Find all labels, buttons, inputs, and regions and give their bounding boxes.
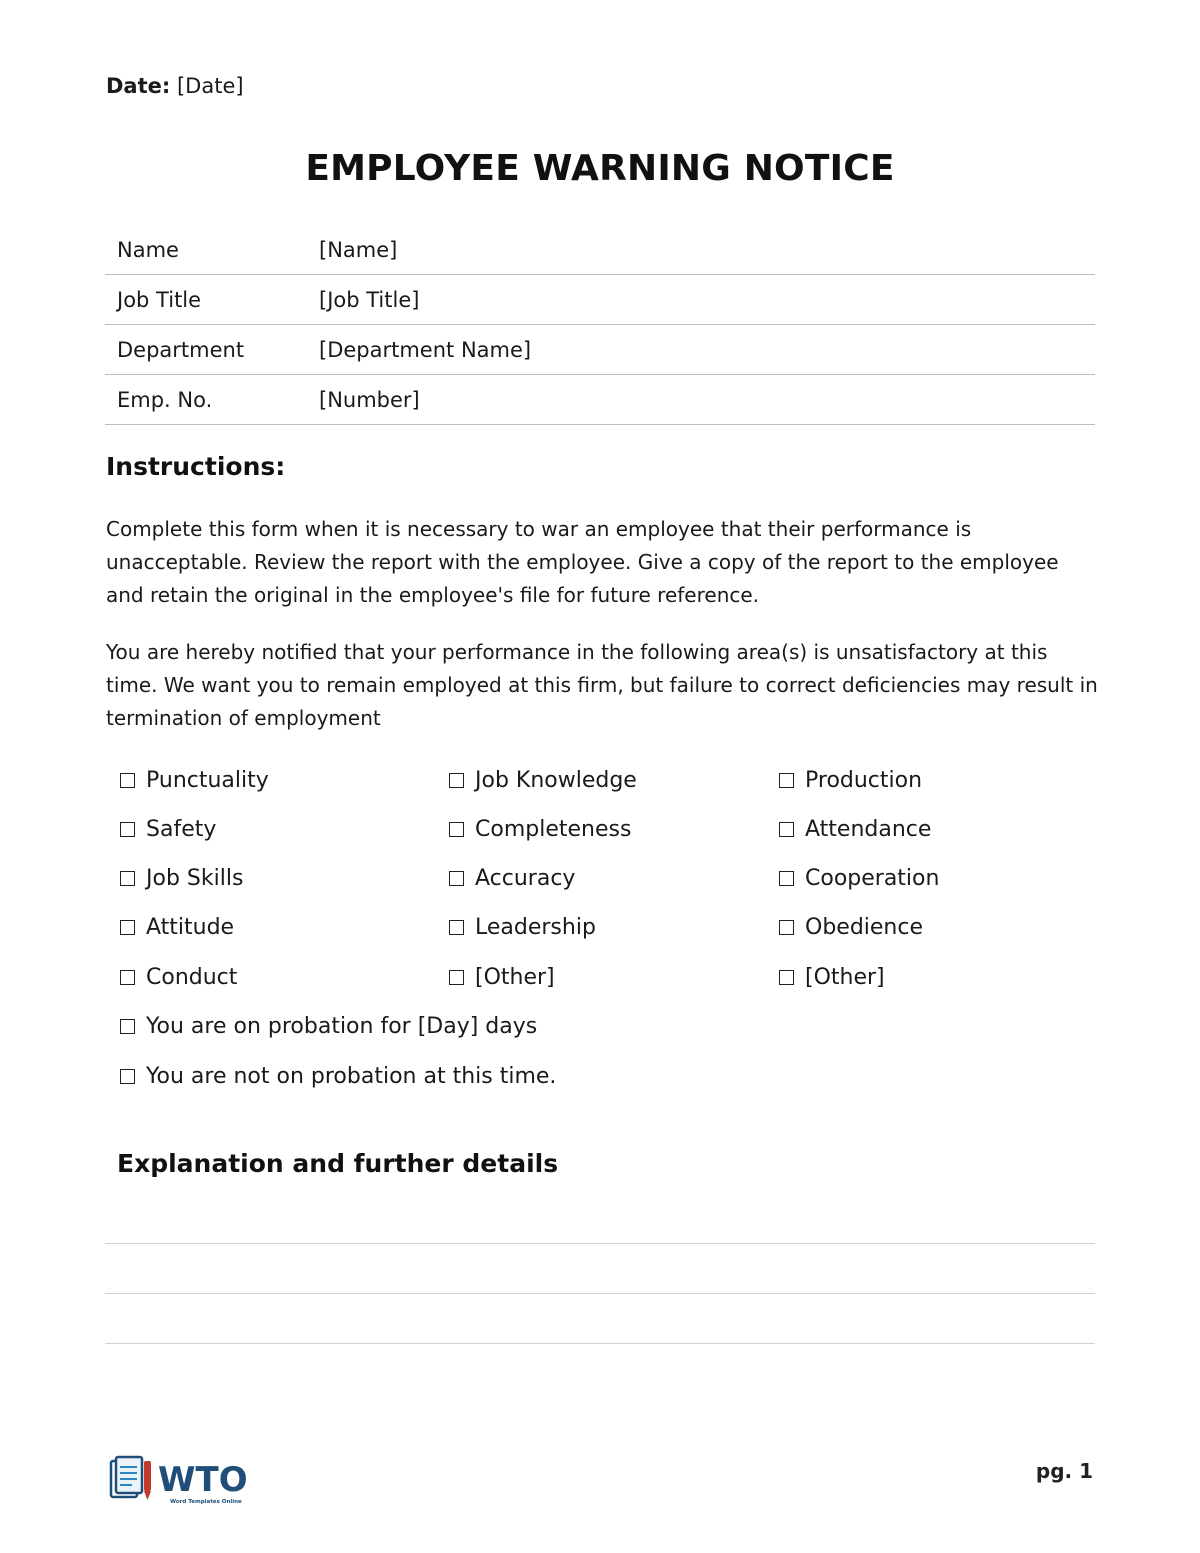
checkbox-icon[interactable] (779, 970, 794, 985)
info-row-job-title (105, 275, 1095, 325)
checkbox-icon[interactable] (120, 1019, 135, 1034)
checkbox-safety[interactable] (120, 817, 216, 842)
checkbox-label: Accuracy (475, 866, 576, 891)
checkbox-completeness[interactable] (449, 817, 631, 842)
checkbox-punctuality[interactable] (120, 768, 269, 793)
checkbox-icon[interactable] (449, 773, 464, 788)
info-value[interactable]: [Name] (307, 225, 1095, 275)
info-value[interactable]: [Number] (307, 375, 1095, 425)
checkbox-label: Job Knowledge (475, 768, 637, 793)
wto-logo (108, 1455, 268, 1509)
checkbox-label: Completeness (475, 817, 632, 842)
checkbox-label: [Other] (805, 965, 885, 990)
info-row-emp-no (105, 375, 1095, 425)
checkbox-icon[interactable] (449, 920, 464, 935)
checkbox-label: Attendance (805, 817, 932, 842)
checkbox-label: Job Skills (146, 866, 244, 891)
svg-text:Word Templates Online: Word Templates Online (170, 1499, 242, 1505)
checkbox-other-2[interactable] (779, 965, 885, 990)
svg-text:WTO: WTO (158, 1460, 248, 1500)
checkbox-other-1[interactable] (449, 965, 555, 990)
page-number: pg. 1 (1035, 1459, 1093, 1483)
checkbox-not-on-probation[interactable] (120, 1064, 556, 1089)
checkbox-job-knowledge[interactable] (449, 768, 637, 793)
checkbox-label: Production (805, 768, 923, 793)
checkbox-icon[interactable] (120, 871, 135, 886)
checkbox-icon[interactable] (449, 871, 464, 886)
document-title: EMPLOYEE WARNING NOTICE (305, 148, 895, 189)
writing-line[interactable] (105, 1343, 1095, 1344)
info-label: Job Title (105, 275, 307, 325)
checkbox-icon[interactable] (120, 773, 135, 788)
checkbox-icon[interactable] (779, 822, 794, 837)
checkbox-label: You are not on probation at this time. (146, 1064, 557, 1089)
checkbox-conduct[interactable] (120, 965, 237, 990)
checkbox-icon[interactable] (779, 773, 794, 788)
writing-line[interactable] (105, 1293, 1095, 1294)
checkbox-attitude[interactable] (120, 915, 234, 940)
instructions-paragraph: Complete this form when it is necessary to war an employee that their performance is unacceptable. Review the report with the employee. Give a copy of the report to the employee and retain the original in the employee's file for future reference. (106, 517, 1059, 607)
checkbox-label: Conduct (146, 965, 238, 990)
checkbox-label: Obedience (805, 915, 924, 940)
info-row-department (105, 325, 1095, 375)
checkbox-obedience[interactable] (779, 915, 923, 940)
checkbox-icon[interactable] (120, 1069, 135, 1084)
checkbox-job-skills[interactable] (120, 866, 243, 891)
checkbox-icon[interactable] (120, 920, 135, 935)
checkbox-production[interactable] (779, 768, 922, 793)
date-value[interactable]: [Date] (176, 74, 244, 98)
date-label: Date: (106, 74, 171, 98)
checkbox-label: [Other] (475, 965, 555, 990)
checkbox-icon[interactable] (120, 970, 135, 985)
info-label: Department (105, 325, 307, 375)
checkbox-icon[interactable] (449, 822, 464, 837)
info-value[interactable]: [Job Title] (307, 275, 1095, 325)
notice-paragraph: You are hereby notified that your performance in the following area(s) is unsatisfactory at this time. We want you to remain employed at this firm, but failure to correct deficiencies may result in termination of employment (106, 640, 1098, 730)
checkbox-cooperation[interactable] (779, 866, 939, 891)
writing-line[interactable] (105, 1243, 1095, 1244)
employee-info-table (105, 225, 1095, 425)
checkbox-label: You are on probation for [Day] days (146, 1014, 538, 1039)
info-value[interactable]: [Department Name] (307, 325, 1095, 375)
info-label: Emp. No. (105, 375, 307, 425)
checkbox-icon[interactable] (449, 970, 464, 985)
date-line (106, 74, 244, 98)
checkbox-icon[interactable] (779, 920, 794, 935)
checkbox-label: Safety (146, 817, 217, 842)
wto-logo-graphic (108, 1455, 268, 1509)
info-row-name (105, 225, 1095, 275)
checkbox-on-probation[interactable] (120, 1014, 537, 1039)
info-label: Name (105, 225, 307, 275)
checkbox-accuracy[interactable] (449, 866, 575, 891)
checkbox-icon[interactable] (779, 871, 794, 886)
checkbox-label: Cooperation (805, 866, 940, 891)
checkbox-attendance[interactable] (779, 817, 931, 842)
checkbox-label: Punctuality (146, 768, 269, 793)
explanation-heading: Explanation and further details (117, 1149, 559, 1178)
checkbox-label: Attitude (146, 915, 235, 940)
checkbox-leadership[interactable] (449, 915, 596, 940)
checkbox-icon[interactable] (120, 822, 135, 837)
checkbox-label: Leadership (475, 915, 596, 940)
instructions-heading: Instructions: (106, 452, 286, 481)
